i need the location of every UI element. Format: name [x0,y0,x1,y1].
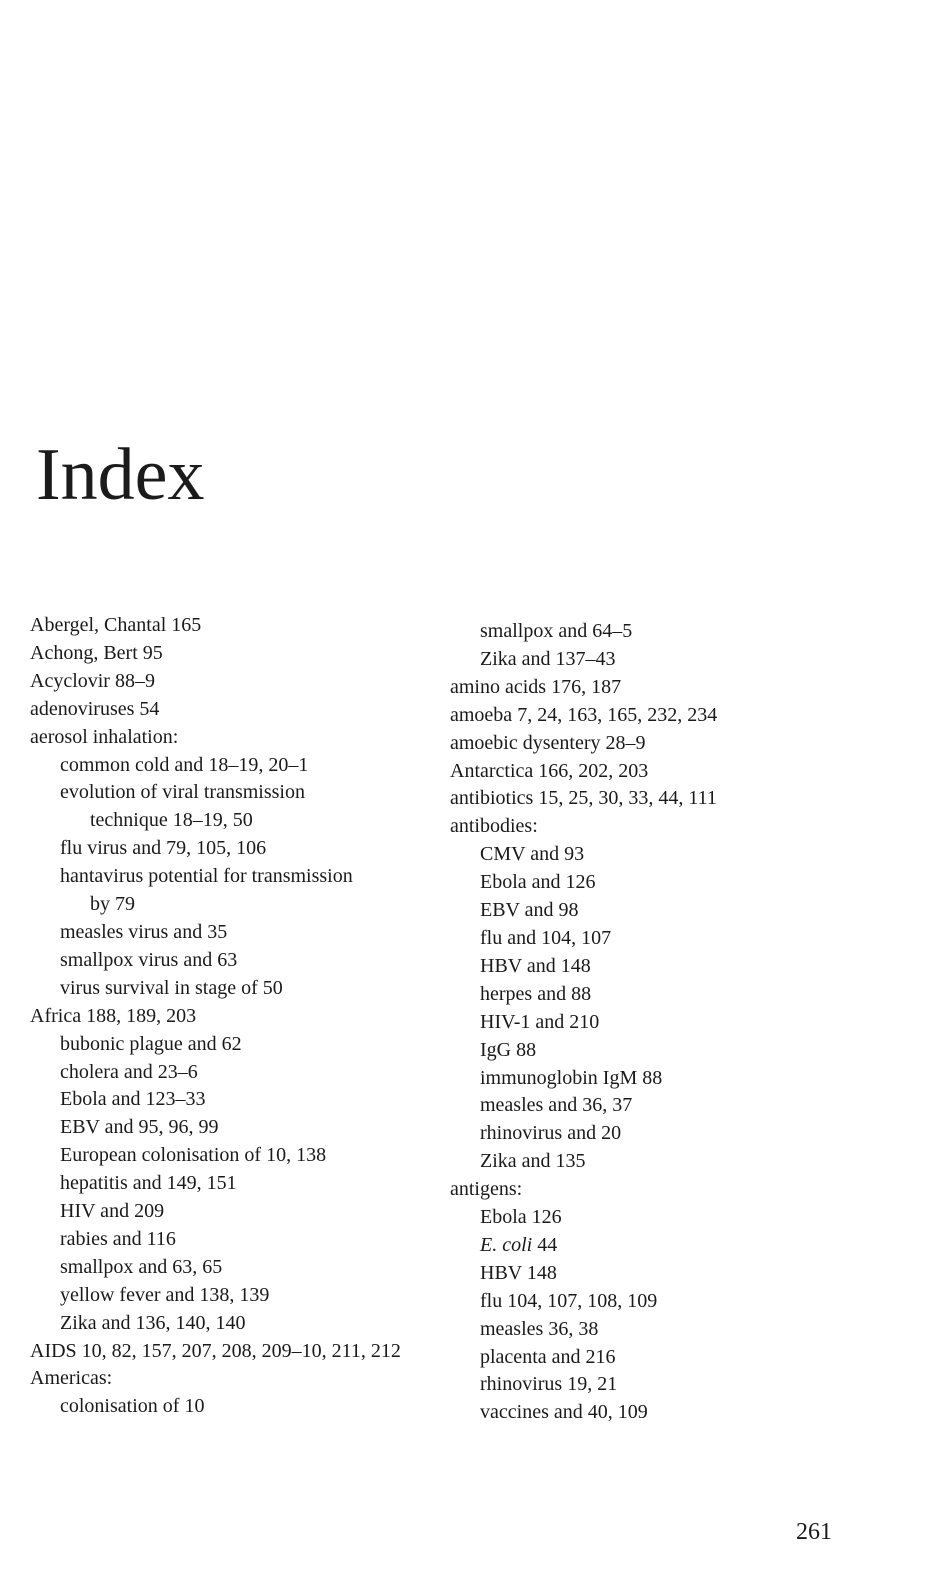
entry-pages: 123–33 [145,1088,206,1111]
entry-term: virus survival in stage of [60,976,258,999]
entry-term: technique [90,809,168,832]
index-subentry [30,1170,450,1198]
index-entry [30,612,450,640]
index-entry [450,813,870,841]
entry-pages: 88 [571,982,592,1005]
index-subentry [450,841,870,869]
entry-term: Achong, Bert [30,641,138,664]
index-subentry [450,1204,870,1232]
entry-pages: 10 [184,1395,205,1418]
entry-term: flu virus and [60,837,162,860]
entry-term: Antarctica [450,759,534,782]
entry-term: amino acids [450,675,547,698]
index-subentry [30,1114,450,1142]
index-subentry [450,1316,870,1344]
entry-pages: 166, 202, 203 [538,759,649,782]
index-subentry [30,975,450,1003]
index-entry [30,640,450,668]
index-entry [450,758,870,786]
index-subentry [450,981,870,1009]
index-subentry [30,1059,450,1087]
entry-term: HIV and [60,1200,130,1223]
entry-term: rhinovirus [480,1373,563,1396]
entry-term: aerosol inhalation: [30,725,179,748]
entry-pages: 104, 107 [541,926,612,949]
entry-pages: 209 [134,1200,165,1223]
index-subentry [30,1254,450,1282]
entry-term: measles virus and [60,920,203,943]
entry-pages: 136, 140, 140 [135,1311,246,1334]
entry-term: hantavirus potential for transmission [60,865,353,888]
entry-term: IgG [480,1038,512,1061]
entry-term: colonisation of [60,1395,180,1418]
index-entry [30,724,450,752]
entry-pages: 148 [526,1261,557,1284]
index-column-left [30,612,450,1421]
entry-term: HBV [480,1261,522,1284]
entry-pages: 63, 65 [172,1255,223,1278]
entry-pages: 165 [171,614,202,636]
entry-term: Abergel, Chantal [30,614,167,636]
page-title: Index [36,434,205,516]
entry-pages: 216 [585,1345,616,1368]
index-subentry [30,1031,450,1059]
entry-term: Zika and [480,1150,551,1173]
index-subentry [30,1310,450,1338]
entry-term: antigens: [450,1178,523,1201]
entry-term: rhinovirus and [480,1122,597,1145]
index-subentry [30,1393,450,1421]
entry-term: by [90,893,110,916]
entry-pages: 15, 25, 30, 33, 44, 111 [538,787,717,810]
entry-term: Zika and [60,1311,131,1334]
entry-pages: 176, 187 [551,675,622,698]
index-entry [450,1176,870,1204]
index-entry [30,1003,450,1031]
index-subentry [450,1037,870,1065]
index-subentry [30,947,450,975]
entry-term: measles [480,1317,544,1340]
entry-term: evolution of viral transmission [60,781,305,804]
index-subentry [450,1148,870,1176]
entry-term: measles and [480,1094,578,1117]
index-entry [30,696,450,724]
index-subentry [30,919,450,947]
entry-term: common cold and [60,753,204,776]
index-entry [450,785,870,813]
entry-pages: 54 [139,697,160,720]
entry-term: HIV-1 and [480,1010,565,1033]
entry-pages: 19, 21 [567,1373,618,1396]
entry-pages: 79 [115,893,135,916]
index-subentry-continuation [30,891,450,919]
entry-term: flu and [480,926,537,949]
entry-term: E. coli [480,1233,533,1256]
entry-term: Africa [30,1004,82,1027]
entry-term: adenoviruses [30,697,135,720]
index-subentry [30,1086,450,1114]
entry-pages: 63 [217,948,238,971]
entry-term: European colonisation of [60,1144,262,1167]
entry-pages: 18–19, 20–1 [208,753,309,776]
entry-pages: 95, 96, 99 [138,1116,219,1139]
entry-pages: 40, 109 [587,1401,648,1424]
entry-term: rabies and [60,1227,142,1250]
entry-term: cholera and [60,1060,153,1083]
entry-term: AIDS [30,1339,77,1362]
index-subentry [450,1344,870,1372]
index-subentry [450,1120,870,1148]
entry-term: flu [480,1289,503,1312]
entry-pages: 64–5 [592,620,633,642]
entry-term: EBV and [60,1116,134,1139]
entry-term: antibiotics [450,787,534,810]
entry-term: Zika and [480,647,551,670]
entry-term: EBV and [480,899,554,922]
entry-term: vaccines and [480,1401,583,1424]
entry-term: smallpox and [60,1255,168,1278]
entry-pages: 88 [516,1038,537,1061]
index-entry [30,668,450,696]
entry-pages: 138, 139 [199,1283,270,1306]
entry-term: hepatitis and [60,1172,162,1195]
index-entry [30,1338,450,1366]
index-subentry [450,1288,870,1316]
entry-term: Americas: [30,1367,113,1390]
entry-term: placenta and [480,1345,581,1368]
entry-pages: 93 [564,843,585,866]
index-subentry-continuation [30,807,450,835]
index-subentry [450,897,870,925]
index-subentry [30,863,450,891]
index-subentry [450,646,870,674]
entry-pages: 188, 189, 203 [86,1004,197,1027]
entry-term: yellow fever and [60,1283,195,1306]
entry-pages: 137–43 [555,647,616,670]
index-subentry [450,1065,870,1093]
index-subentry [450,1232,870,1260]
entry-pages: 210 [569,1010,600,1033]
entry-term: amoeba [450,703,513,726]
entry-term: CMV and [480,843,560,866]
index-subentry [30,779,450,807]
entry-pages: 126 [565,871,596,894]
entry-pages: 62 [221,1032,242,1055]
index-subentry [30,1142,450,1170]
entry-term: antibodies: [450,815,538,838]
entry-pages: 135 [555,1150,586,1173]
entry-pages: 36, 38 [548,1317,599,1340]
index-entry [30,1365,450,1393]
index-subentry [450,1092,870,1120]
entry-pages: 28–9 [605,731,646,754]
entry-term: smallpox virus and [60,948,213,971]
page-number: 261 [796,1519,832,1545]
entry-pages: 50 [262,976,283,999]
index-subentry [450,1009,870,1037]
entry-pages: 98 [558,899,579,922]
entry-pages: 44 [537,1233,558,1256]
index-entry [450,730,870,758]
entry-pages: 126 [531,1206,562,1229]
entry-pages: 10, 138 [266,1144,327,1167]
entry-pages: 88–9 [114,669,155,692]
index-subentry [450,925,870,953]
index-subentry [450,953,870,981]
index-subentry [450,869,870,897]
entry-pages: 35 [207,920,228,943]
index-subentry [450,618,870,646]
entry-pages: 116 [146,1227,176,1250]
entry-pages: 18–19, 50 [172,809,253,832]
index-subentry [450,1399,870,1427]
entry-pages: 23–6 [157,1060,198,1083]
entry-term: immunoglobin IgM [480,1066,638,1089]
entry-pages: 7, 24, 163, 165, 232, 234 [517,703,718,726]
entry-term: amoebic dysentery [450,731,601,754]
entry-term: Ebola and [480,871,561,894]
index-subentry [30,1226,450,1254]
entry-term: smallpox and [480,620,588,642]
index-entry [450,702,870,730]
index-entry [450,674,870,702]
index-subentry [30,1282,450,1310]
entry-pages: 20 [601,1122,622,1145]
entry-pages: 88 [642,1066,663,1089]
entry-term: Ebola [480,1206,527,1229]
entry-pages: 10, 82, 157, 207, 208, 209–10, 211, 212 [81,1339,401,1362]
entry-term: herpes and [480,982,567,1005]
index-subentry [30,1198,450,1226]
index-column-right [450,618,870,1427]
entry-pages: 95 [142,641,163,664]
entry-term: HBV and [480,954,556,977]
entry-pages: 149, 151 [166,1172,237,1195]
entry-term: bubonic plague and [60,1032,217,1055]
index-subentry [450,1260,870,1288]
entry-pages: 36, 37 [582,1094,633,1117]
index-subentry [30,835,450,863]
entry-pages: 148 [560,954,591,977]
entry-term: Ebola and [60,1088,141,1111]
index-subentry [30,752,450,780]
entry-pages: 104, 107, 108, 109 [507,1289,658,1312]
index-subentry [450,1371,870,1399]
entry-term: Acyclovir [30,669,110,692]
entry-pages: 79, 105, 106 [166,837,267,860]
